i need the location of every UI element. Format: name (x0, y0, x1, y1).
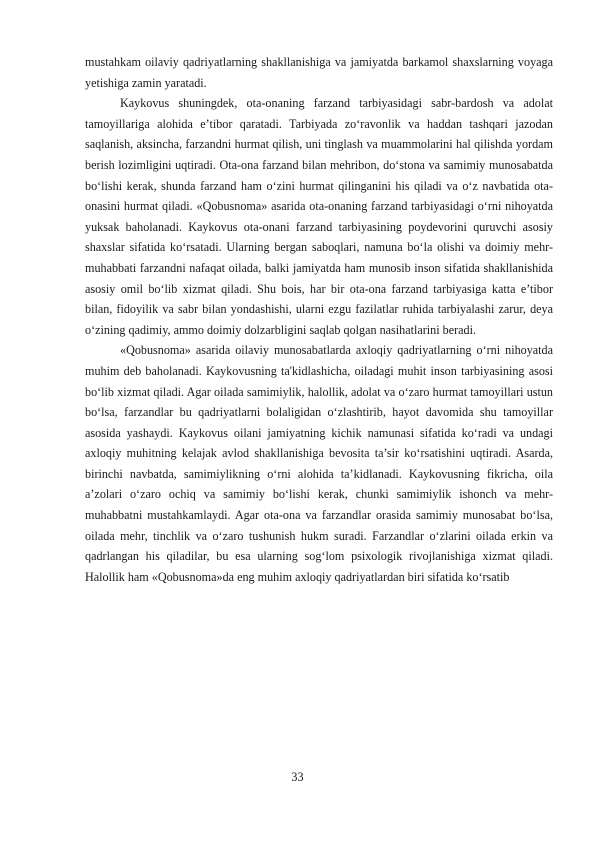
paragraph-parent-role: Kaykovus shuningdek, ota-onaning farzand tarbiyasidagi sabr-bardosh va adolat tamoyillariga alohida e’tibor qaratadi. Tarbiyada zo‘ravonlik va haddan tashqari jazodan saqlanish, aksincha, farzandni hurmat qilish, uni tinglash va muammolarini hal qilishda yordam berish lozimligini uqtiradi. Ota-ona farzand bilan mehribon, do‘stona va samimiy munosabatda bo‘lishi kerak, shunda farzand ham o‘zini hurmat qilinganini his qiladi va o‘z navbatida ota-onasini hurmat qiladi. «Qobusnoma» asarida ota-onaning farzand tarbiyasidagi o‘rni nihoyatda yuksak baholanadi. Kaykovus ota-onani farzand tarbiyasining poydevorini quruvchi asosiy shaxslar sifatida ko‘rsatadi. Ularning bergan saboqlari, namuna bo‘la olishi va doimiy mehr-muhabbati farzandni nafaqat oilada, balki jamiyatda ham munosib inson sifatida shakllanishida asosiy omil bo‘lib xizmat qiladi. Shu bois, har bir ota-ona farzand tarbiyasiga katta e’tibor bilan, fidoyilik va sabr bilan yondashishi, ularni ezgu fazilatlar ruhida tarbiyalashi zarur, deya o‘zining qadimiy, ammo doimiy dolzarbligini saqlab qolgan nasihatlarini beradi. (85, 96, 553, 337)
body-text (85, 52, 553, 587)
paragraph-moral-values: «Qobusnoma» asarida oilaviy munosabatlarda axloqiy qadriyatlarning o‘rni nihoyatda muhim deb baholanadi. Kaykovusning ta'kidlashicha, oiladagi muhit inson tarbiyasining asosi bo‘lib xizmat qiladi. Agar oilada samimiylik, halollik, adolat va o‘zaro hurmat tamoyillari ustun bo‘lsa, farzandlar bu qadriyatlarni bolaligidan o‘zlashtirib, hayot davomida shu tamoyillar asosida yashaydi. Kaykovus oilani jamiyatning kichik namunasi sifatida ko‘radi va undagi axloqiy muhitning kelajak avlod shakllanishiga bevosita ta’sir ko‘rsatishini uqtiradi. Asarda, birinchi navbatda, samimiylikning o‘rni alohida ta’kidlanadi. Kaykovusning fikricha, oila a’zolari o‘zaro ochiq va samimiy bo‘lishi kerak, chunki samimiylik ishonch va mehr-muhabbatni mustahkamlaydi. Agar ota-ona va farzandlar orasida samimiy munosabat bo‘lsa, oilada mehr, tinchlik va o‘zaro tushunish hukm suradi. Farzandlar o‘zlarini oilada erkin va qadrlangan his qiladilar, bu esa ularning sog‘lom psixologik rivojlanishiga xizmat qiladi. Halollik ham «Qobusnoma»da eng muhim axloqiy qadriyatlardan biri sifatida ko‘rsatib (85, 343, 553, 584)
paragraph-continuation: mustahkam oilaviy qadriyatlarning shakllanishiga va jamiyatda barkamol shaxslarning voyaga yetishiga zamin yaratadi. (85, 55, 553, 90)
page-number: 33 (291, 770, 304, 784)
